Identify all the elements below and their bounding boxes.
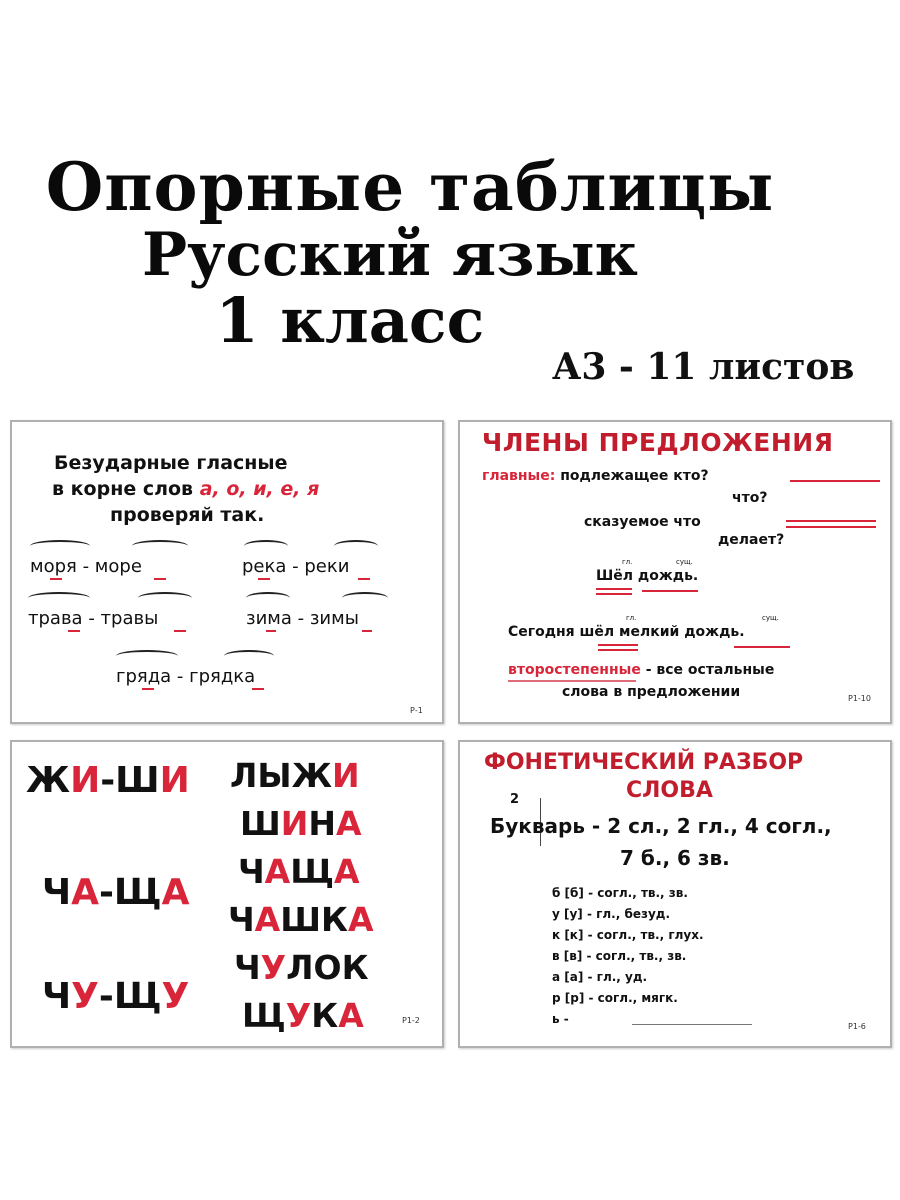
root-arc [116,650,178,662]
title-line-1: Опорные таблицы [45,148,775,226]
card1-code: Р-1 [410,706,423,715]
card3-code: Р1-2 [402,1016,420,1025]
secondary-dashed-line [508,680,636,682]
word-pair-1: моря - море [30,556,142,577]
card4-code: Р1-6 [848,1022,866,1031]
word-chulok: ЧУЛОК [234,948,369,987]
card1-title-2: в корне слов а, о, и, е, я [52,478,320,500]
subject-line [790,480,880,482]
predicate-underline [596,588,632,590]
word-pair-5: гряда - грядка [116,666,256,687]
vowel-underline [50,578,62,580]
root-arc [342,592,388,604]
phonetic-row: р [р] - согл., мягк. [552,991,678,1005]
phonetic-row: а [а] - гл., уд. [552,970,648,984]
word-pair-3: трава - травы [28,608,159,629]
word-shchuka: ЩУКА [242,996,364,1035]
gl-label: гл. [626,614,637,622]
gl-label: гл. [622,558,633,566]
sush-label: сущ. [762,614,779,622]
card-unstressed-vowels [10,420,444,724]
vowel-underline [358,578,370,580]
vowel-underline [68,630,80,632]
predicate-line: сказуемое что [584,514,701,530]
predicate-underline [598,644,638,646]
word-summary: Букварь - 2 сл., 2 гл., 4 согл., [490,814,832,838]
vowel-underline [252,688,264,690]
phonetic-row: в [в] - согл., тв., зв. [552,949,687,963]
soft-sign-line [632,1024,752,1025]
secondary-line: второстепенные - все остальные [508,662,775,678]
vowel-list: а, о, и, е, я [199,478,320,500]
word-chashcha: ЧАЩА [238,852,360,891]
word-pair-4: зима - зимы [246,608,359,629]
predicate-underline [598,649,638,651]
subject-underline [734,646,790,648]
card2-title: ЧЛЕНЫ ПРЕДЛОЖЕНИЯ [482,428,834,457]
phonetic-row: б [б] - согл., тв., зв. [552,886,688,900]
rule-cha-shcha: ЧА-ЩА [42,872,190,913]
word-lyzhi: ЛЫЖИ [230,756,360,795]
card-phonetic-analysis [458,740,892,1048]
syllable-mark: 2 [510,792,520,807]
root-arc [224,650,274,662]
phonetic-row: к [к] - согл., тв., глух. [552,928,704,942]
card2-does: делает? [718,532,785,548]
phonetic-row: ь - [552,1012,569,1026]
root-arc [28,592,90,604]
title-line-3: 1 класс [215,284,485,357]
card4-title-2: СЛОВА [626,778,713,803]
root-arc [132,540,188,552]
vowel-underline [258,578,270,580]
rule-chu-shchu: ЧУ-ЩУ [42,976,190,1017]
secondary-line-2: слова в предложении [562,684,741,700]
card2-code: Р1-10 [848,694,871,703]
root-arc [138,592,192,604]
card-spelling-rules [10,740,444,1048]
word-chashka: ЧАШКА [228,900,374,939]
predicate-line-1 [786,520,876,522]
card1-title-1: Безударные гласные [54,452,288,474]
phonetic-row: у [у] - гл., безуд. [552,907,671,921]
vowel-underline [142,688,154,690]
word-pair-2: река - реки [242,556,350,577]
main-members-line: главные: подлежащее кто? [482,468,709,484]
card2-what: что? [732,490,768,506]
card4-title-1: ФОНЕТИЧЕСКИЙ РАЗБОР [484,750,804,775]
title-line-2: Русский язык [142,220,638,290]
format-label: А3 - 11 листов [552,346,855,388]
vowel-underline [362,630,372,632]
root-arc [246,592,290,604]
sush-label: сущ. [676,558,693,566]
predicate-underline [596,593,632,595]
root-arc [334,540,378,552]
root-arc [30,540,90,552]
vowel-underline [174,630,186,632]
example-2: Сегодня шёл мелкий дождь. [508,624,745,640]
vowel-underline [266,630,276,632]
rule-zhi-shi: ЖИ-ШИ [26,760,190,801]
count-summary: 7 б., 6 зв. [620,846,730,870]
word-shina: ШИНА [240,804,362,843]
example-1: Шёл дождь. [596,568,699,584]
subject-underline [642,590,698,592]
card1-title-3: проверяй так. [110,504,265,526]
vowel-underline [154,578,166,580]
predicate-line-2 [786,526,876,528]
root-arc [244,540,288,552]
card-sentence-members [458,420,892,724]
